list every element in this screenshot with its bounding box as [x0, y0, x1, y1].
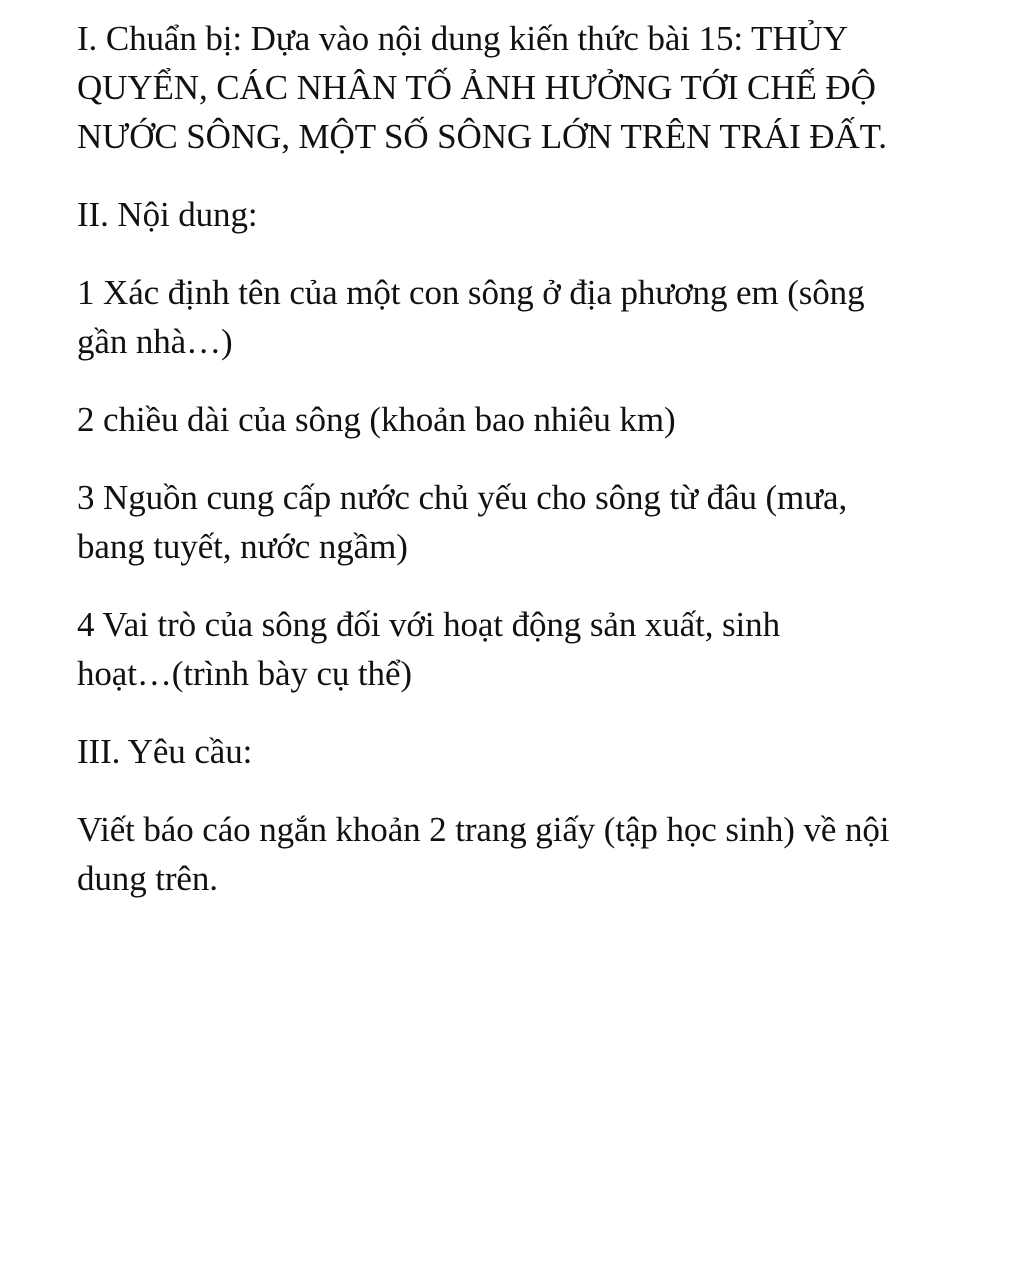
section-1-line: NƯỚC SÔNG, MỘT SỐ SÔNG LỚN TRÊN TRÁI ĐẤT.	[77, 117, 887, 156]
content-item-line: 2 chiều dài của sông (khoản bao nhiêu km)	[77, 400, 676, 439]
content-item-1	[77, 268, 964, 366]
section-3-line: dung trên.	[77, 859, 218, 898]
section-3-heading-text: III. Yêu cầu:	[77, 732, 253, 771]
content-item-line: bang tuyết, nước ngầm)	[77, 527, 408, 566]
section-3-line: Viết báo cáo ngắn khoản 2 trang giấy (tập học sinh) về nội	[77, 810, 890, 849]
section-3-heading	[77, 727, 964, 776]
section-3-requirement	[77, 805, 964, 903]
section-2-heading	[77, 190, 964, 239]
section-1-preparation	[77, 14, 964, 161]
content-item-line: 4 Vai trò của sông đối với hoạt động sản xuất, sinh	[77, 605, 780, 644]
content-item-line: 3 Nguồn cung cấp nước chủ yếu cho sông từ đâu (mưa,	[77, 478, 848, 517]
content-item-line: gần nhà…)	[77, 322, 233, 361]
section-1-line: I. Chuẩn bị: Dựa vào nội dung kiến thức bài 15: THỦY	[77, 19, 848, 58]
section-2-heading-text: II. Nội dung:	[77, 195, 258, 234]
content-item-3	[77, 473, 964, 571]
content-item-2	[77, 395, 964, 444]
content-item-line: hoạt…(trình bày cụ thể)	[77, 654, 412, 693]
content-item-4	[77, 600, 964, 698]
content-item-line: 1 Xác định tên của một con sông ở địa phương em (sông	[77, 273, 865, 312]
section-1-line: QUYỂN, CÁC NHÂN TỐ ẢNH HƯỞNG TỚI CHẾ ĐỘ	[77, 68, 876, 107]
